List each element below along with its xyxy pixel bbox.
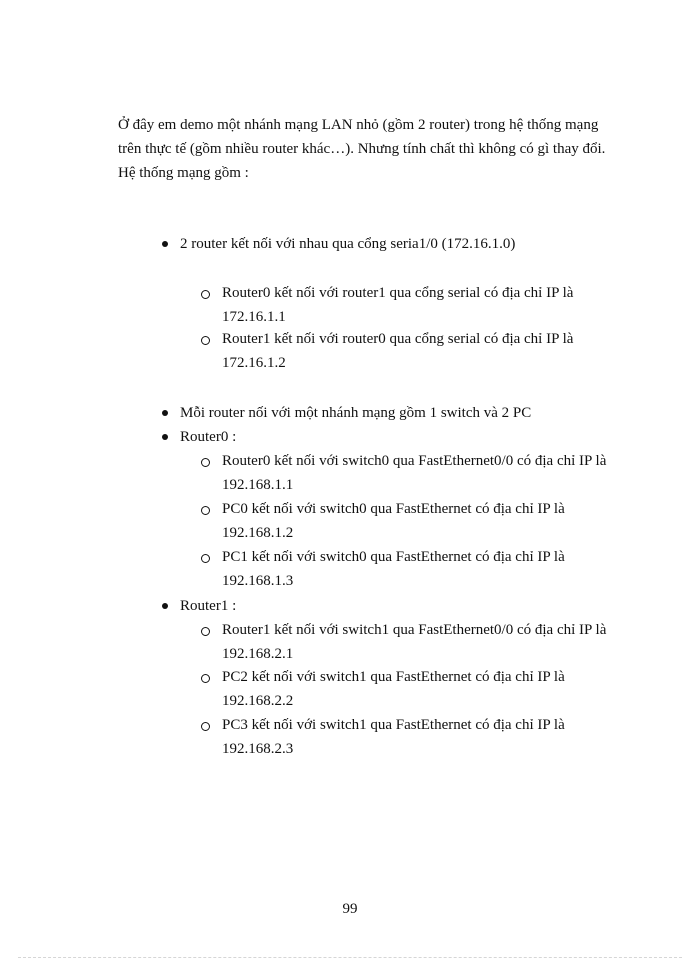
circle-bullet-icon	[201, 336, 210, 345]
circle-bullet-icon	[201, 627, 210, 636]
circle-bullet-icon	[201, 674, 210, 683]
bullet-dot-icon	[162, 434, 168, 440]
sub-bullet-text: Router1 kết nối với router0 qua cổng serial có địa chỉ IP là 172.16.1.2	[222, 331, 574, 371]
sub-bullet-text: PC1 kết nối với switch0 qua FastEthernet có địa chỉ IP là 192.168.1.3	[222, 549, 565, 589]
bullet-dot-icon	[162, 241, 168, 247]
intro-paragraph: Ở đây em demo một nhánh mạng LAN nhỏ (gồm 2 router) trong hệ thống mạng trên thực tế (gồm nhiều router khác…). Nhưng tính chất thì không có gì thay đổi.	[118, 117, 606, 157]
circle-bullet-icon	[201, 290, 210, 299]
bullet-text: Router1 :	[180, 598, 237, 614]
circle-bullet-icon	[201, 722, 210, 731]
circle-bullet-icon	[201, 506, 210, 515]
circle-bullet-icon	[201, 458, 210, 467]
sub-bullet-text: Router0 kết nối với switch0 qua FastEthernet0/0 có địa chỉ IP là 192.168.1.1	[222, 453, 607, 493]
page-bottom-divider	[18, 957, 682, 958]
sub-bullet-text: Router0 kết nối với router1 qua cổng serial có địa chỉ IP là 172.16.1.1	[222, 285, 574, 325]
bullet-dot-icon	[162, 603, 168, 609]
bullet-text: Mỗi router nối với một nhánh mạng gồm 1 switch và 2 PC	[180, 405, 532, 421]
sub-bullet-text: PC2 kết nối với switch1 qua FastEthernet có địa chỉ IP là 192.168.2.2	[222, 669, 565, 709]
bullet-text: Router0 :	[180, 429, 237, 445]
page-number: 99	[342, 901, 358, 917]
circle-bullet-icon	[201, 554, 210, 563]
sub-bullet-text: PC0 kết nối với switch0 qua FastEthernet có địa chỉ IP là 192.168.1.2	[222, 501, 565, 541]
intro-block	[118, 113, 618, 185]
section-heading: Hệ thống mạng gồm :	[118, 165, 249, 181]
bullet-dot-icon	[162, 410, 168, 416]
sub-bullet-text: Router1 kết nối với switch1 qua FastEthernet0/0 có địa chỉ IP là 192.168.2.1	[222, 622, 607, 662]
sub-bullet-text: PC3 kết nối với switch1 qua FastEthernet có địa chỉ IP là 192.168.2.3	[222, 717, 565, 757]
bullet-text: 2 router kết nối với nhau qua cổng seria1/0 (172.16.1.0)	[180, 236, 516, 252]
